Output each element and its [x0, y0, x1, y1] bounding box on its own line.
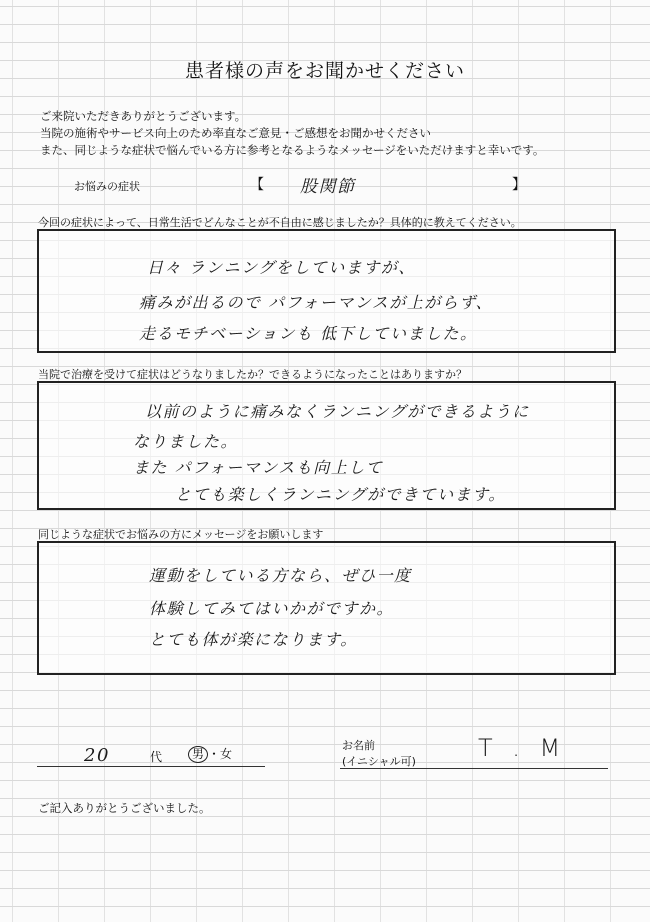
- answer-1-line-1: 日々 ランニングをしていますが、: [147, 258, 416, 277]
- answer-2-line-2: なりました。: [133, 432, 239, 451]
- name-underline: [340, 768, 608, 769]
- gender-male-circled: 男: [188, 746, 208, 763]
- intro-line-2: 当院の施術やサービス向上のため率直なご意見・ご感想をお聞かせください: [40, 126, 431, 140]
- concern-value: 股関節: [300, 177, 356, 197]
- age-value: 20: [84, 745, 110, 766]
- intro-line-3: また、同じような症状で悩んでいる方に参考となるようなメッセージをいただけますと幸いです。: [40, 143, 545, 157]
- question-3: 同じような症状でお悩みの方にメッセージをお願いします: [38, 528, 324, 541]
- concern-bracket-open: 【: [250, 177, 264, 193]
- thanks-text: ご記入ありがとうございました。: [38, 801, 211, 815]
- answer-2-line-4: とても楽しくランニングができています。: [175, 485, 506, 504]
- answer-3-line-2: 体験してみてはいかがですか。: [149, 599, 395, 618]
- gender-selector: [188, 745, 232, 763]
- answer-2-line-3: また パフォーマンスも向上して: [133, 458, 384, 477]
- concern-bracket-close: 】: [512, 177, 526, 193]
- name-value: T . M: [478, 734, 567, 762]
- intro-text: [40, 108, 544, 159]
- answer-3-line-1: 運動をしている方なら、ぜひ一度: [149, 566, 412, 585]
- question-1: 今回の症状によって、日常生活でどんなことが不自由に感じましたか？具体的に教えてください。: [38, 216, 522, 229]
- answer-2-line-1: 以前のように痛みなくランニングができるように: [145, 402, 530, 421]
- question-2: 当院で治療を受けて症状はどうなりましたか？できるようになったことはありますか？: [38, 368, 467, 381]
- answer-1-line-2: 痛みが出るので パフォーマンスが上がらず、: [139, 293, 494, 312]
- answer-3-line-3: とても体が楽になります。: [149, 630, 358, 649]
- name-note: (イニシャル可): [342, 755, 416, 768]
- answer-1-line-3: 走るモチベーションも 低下していました。: [139, 324, 478, 343]
- gender-separator: ・: [208, 747, 221, 761]
- answer-box-3: [37, 541, 616, 675]
- name-label: お名前: [342, 739, 375, 752]
- concern-label: お悩みの症状: [74, 180, 140, 193]
- age-unit: 代: [150, 750, 163, 764]
- answer-box-2: [37, 381, 616, 510]
- age-underline: [37, 766, 265, 767]
- answer-box-1: [37, 229, 616, 353]
- gender-female: 女: [220, 747, 233, 761]
- page-title: 患者様の声をお聞かせください: [184, 60, 465, 82]
- intro-line-1: ご来院いただきありがとうございます。: [40, 109, 247, 123]
